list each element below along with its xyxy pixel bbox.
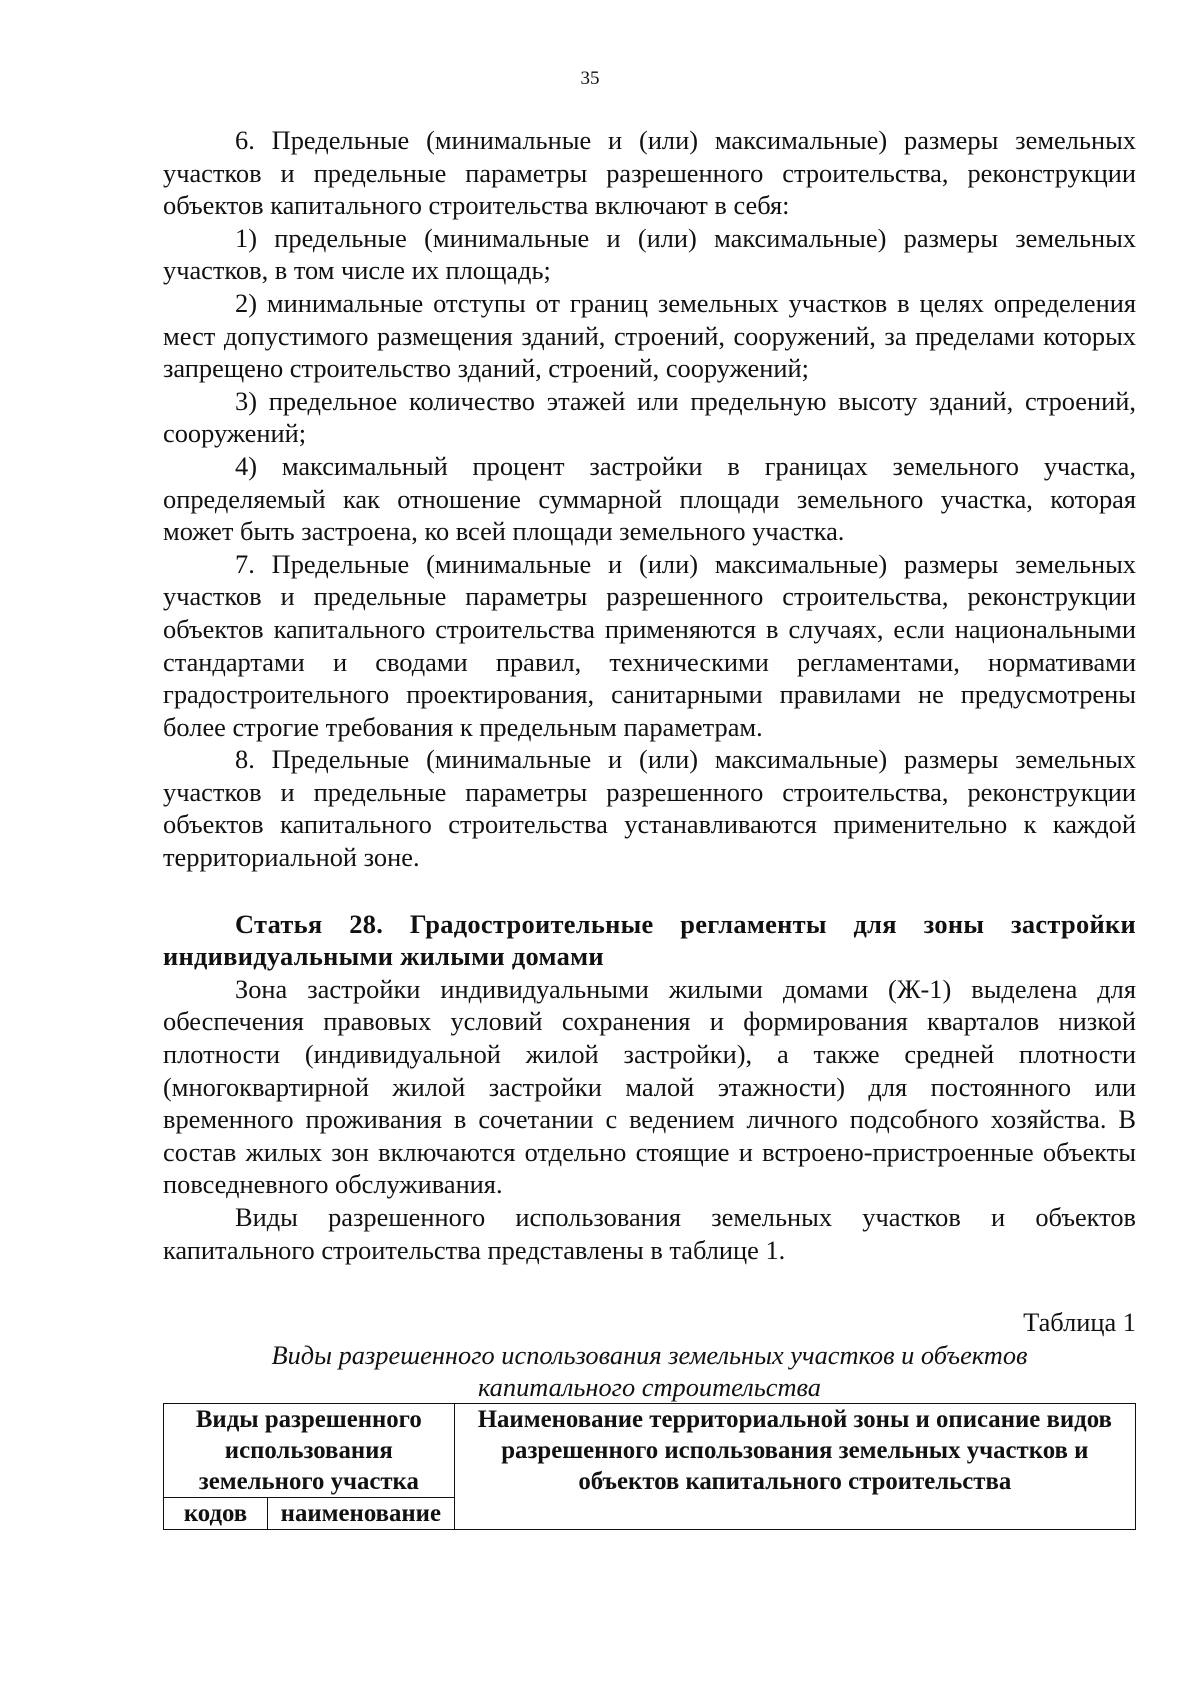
table-header-row [164, 1403, 1136, 1497]
page-number: 35 [580, 68, 600, 89]
paragraph: Зона застройки индивидуальными жилыми домами (Ж-1) выделена для обеспечения правовых условий сохранения и формирования кварталов низкой плотности (индивидуальной жилой застройки), а также средней плотности (многоквартирной жилой застройки малой этажности) для постоянного или временного проживания в сочетании с ведением личного подсобного хозяйства. В состав жилых зон включаются отдельно стоящие и встроено-пристроенные объекты повседневного обслуживания. [163, 973, 1136, 1200]
table-label: Таблица 1 [1023, 1307, 1136, 1338]
article-heading: Статья 28. Градостроительные регламенты для зоны застройки индивидуальными жилыми домами [163, 908, 1136, 972]
table-header-right: Наименование территориальной зоны и описание видов разрешенного использования земельных участков и объектов капитального строительства [454, 1403, 1135, 1529]
table-caption: Виды разрешенного использования земельных участков и объектов капитального строительства [271, 1339, 1028, 1402]
document-body [163, 124, 1136, 1530]
paragraph: Виды разрешенного использования земельных участков и объектов капитального строительства представлены в таблице 1. [163, 1202, 1136, 1265]
table-header-left: Виды разрешенного использования земельного участка [164, 1403, 455, 1497]
permitted-uses-table [163, 1403, 1136, 1530]
paragraph: 1) предельные (минимальные и (или) максимальные) размеры земельных участков, в том числе их площадь; [163, 222, 1136, 286]
table-subheader-name: наименование [268, 1497, 455, 1529]
paragraph: 4) максимальный процент застройки в границах земельного участка, определяемый как отношение суммарной площади земельного участка, которая может быть застроена, ко всей площади земельного участка. [163, 450, 1136, 547]
paragraph: 8. Предельные (минимальные и (или) максимальные) размеры земельных участков и предельные параметры разрешенного строительства, реконструкции объектов капитального строительства устанавливаются применительно к каждой территориальной зоне. [163, 744, 1136, 873]
paragraph: 2) минимальные отступы от границ земельных участков в целях определения мест допустимого размещения зданий, строений, сооружений, за пределами которых запрещено строительство зданий, строений, сооружений; [163, 287, 1136, 384]
paragraph: 7. Предельные (минимальные и (или) максимальные) размеры земельных участков и предельные параметры разрешенного строительства, реконструкции объектов капитального строительства применяются в случаях, если национальными стандартами и сводами правил, техническими регламентами, нормативами градостроительного проектирования, санитарными правилами не предусмотрены более строгие требования к предельным параметрам. [163, 548, 1136, 742]
table-subheader-code: кодов [164, 1497, 268, 1529]
paragraph: 3) предельное количество этажей или предельную высоту зданий, строений, сооружений; [163, 385, 1136, 449]
paragraph: 6. Предельные (минимальные и (или) максимальные) размеры земельных участков и предельные параметры разрешенного строительства, реконструкции объектов капитального строительства включают в себя: [163, 125, 1136, 221]
